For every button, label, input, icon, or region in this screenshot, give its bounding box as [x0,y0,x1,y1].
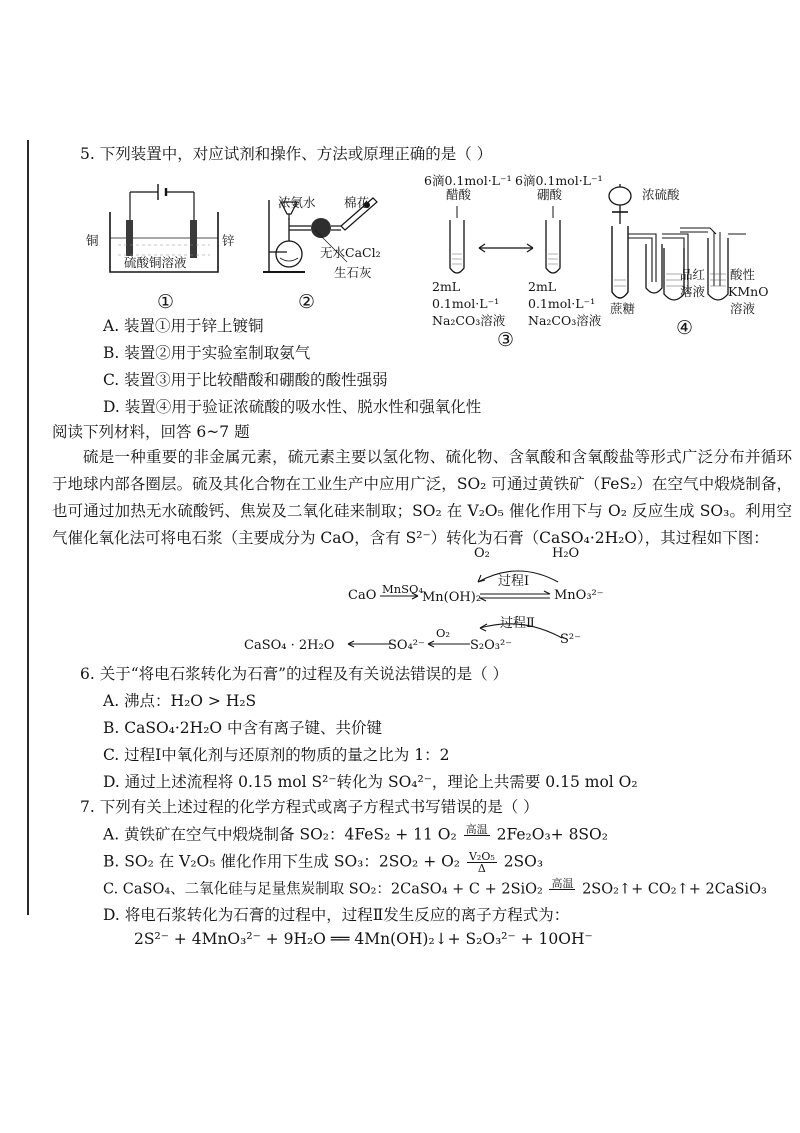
q6-option-c: C. 过程Ⅰ中氧化剂与还原剂的物质的量之比为 1：2 [103,746,450,764]
flow-o2-bottom: O₂ [436,626,451,640]
kmno-label: KMnO [728,284,769,299]
kmno-solution-label: 溶液 [730,301,756,316]
acidic-label: 酸性 [730,267,756,282]
flow-process-2: 过程Ⅱ [500,616,535,631]
flow-diagram-arrows [300,560,600,660]
apparatus-4-number: ④ [676,317,694,339]
flow-mnoh2: Mn(OH)₂ [422,590,482,605]
fuchsine-label: 品红 [680,267,706,282]
q7-a-text: A. 黄铁矿在空气中煅烧制备 SO₂：4FeS₂ + 11 O₂ [103,825,457,844]
q7-b-text: B. SO₂ 在 V₂O₅ 催化作用下生成 SO₃：2SO₂ + O₂ [103,852,461,871]
q5-option-a: A. 装置①用于锌上镀铜 [103,317,264,335]
reading-paragraph: 硫是一种重要的非金属元素，硫元素主要以氢化物、硫化物、含氧酸和含氧酸盐等形式广泛分布并循环于地球内部各圈层。硫及其化合物在工业生产中应用广泛，SO₂ 可通过黄铁矿（FeS₂）在空气中煅烧制备，也可通过加热无水硫酸钙、焦炭及二氧化硅来制取；SO₂ 在 V₂O₅ 催化作用下与 O₂ 反应生成 SO₃。利用空气催化氧化法可将电石浆（主要成分为 CaO，含有 S²⁻）转化为石膏（CaSO₄·2H₂O），其过程如下图： [52,448,792,547]
q7-option-b [103,851,543,874]
q7-stem: 7. 下列有关上述过程的化学方程式或离子方程式书写错误的是（ ） [80,798,539,816]
q5-option-b: B. 装置②用于实验室制取氨气 [103,344,311,362]
q7-option-d-equation: 2S²⁻ + 4MnO₃²⁻ + 9H₂O ══ 4Mn(OH)₂↓+ S₂O₃²⁻ + 10OH⁻ [134,930,593,948]
q7-option-a [103,824,608,847]
flow-s2: S²⁻ [560,632,581,647]
q7-a-cond-label: 高温 [465,823,488,836]
copper-sulfate-label: 硫酸铜溶液 [124,255,187,270]
cacl2-label: 无水CaCl₂ [320,245,381,260]
conc-right-label: 0.1mol·L⁻¹ [528,296,596,311]
ammonia-label: 浓氨水 [278,195,316,210]
flow-h2o-top: H₂O [552,546,580,561]
q5-option-d: D. 装置④用于验证浓硫酸的吸水性、脱水性和强氧化性 [103,398,482,416]
q7-c-products: 2SO₂↑+ CO₂↑+ 2CaSiO₃ [582,881,767,898]
quicklime-label: 生石灰 [334,265,372,280]
reading-title: 阅读下列材料，回答 6~7 题 [52,423,250,441]
q5-option-c: C. 装置③用于比较醋酸和硼酸的酸性强弱 [103,371,388,389]
sol-left-label: Na₂CO₃溶液 [432,313,506,328]
vol-right-label: 2mL [528,279,557,294]
apparatus-3-number: ③ [497,329,515,351]
q7-option-c [103,878,767,901]
q7-b-cond-bottom: Δ [477,862,486,875]
q7-a-products: 2Fe₂O₃+ 8SO₂ [496,825,608,844]
q6-option-b: B. CaSO₄·2H₂O 中含有离子键、共价键 [103,719,383,737]
cotton-label: 棉花 [344,195,370,210]
q6-option-d: D. 通过上述流程将 0.15 mol S²⁻转化为 SO₄²⁻，理论上共需要 0.15 mol O₂ [103,773,638,791]
copper-label: 铜 [86,233,99,248]
q7-a-condition [464,824,490,847]
drop-left-label: 6滴0.1mol·L⁻¹ [424,173,512,188]
flow-caso4: CaSO₄ · 2H₂O [244,638,335,653]
acetic-acid-label: 醋酸 [446,187,472,202]
q6-option-a: A. 沸点：H₂O > H₂S [103,692,257,710]
q7-option-d: D. 将电石浆转化为石膏的过程中，过程Ⅱ发生反应的离子方程式为： [103,906,570,924]
zinc-label: 锌 [222,233,235,248]
q6-stem: 6. 关于“将电石浆转化为石膏”的过程及有关说法错误的是（ ） [80,665,508,683]
q7-b-condition [467,851,497,874]
apparatus-1-number: ① [157,291,175,313]
boric-acid-label: 硼酸 [537,187,563,202]
margin-line [27,140,29,915]
flow-process-1: 过程Ⅰ [498,574,530,589]
flow-mno3: MnO₃²⁻ [554,588,604,603]
conc-left-label: 0.1mol·L⁻¹ [432,296,500,311]
vol-left-label: 2mL [432,279,461,294]
apparatus-2-number: ② [298,291,316,313]
q7-b-cond-top: V₂O₅ [468,850,495,863]
sol-right-label: Na₂CO₃溶液 [528,313,602,328]
q7-c-cond-label: 高温 [551,877,574,890]
q5-stem: 5. 下列装置中，对应试剂和操作、方法或原理正确的是（ ） [80,145,493,163]
flow-so4: SO₄²⁻ [388,638,425,653]
q7-b-products: 2SO₃ [503,852,544,871]
flow-o2-top: O₂ [474,546,490,561]
flow-mnso4: MnSO₄ [382,582,424,596]
conc-acid-label: 浓硫酸 [642,187,680,202]
drop-right-label: 6滴0.1mol·L⁻¹ [515,173,603,188]
q7-c-condition [549,878,575,901]
apparatus-3-drawing [445,204,575,280]
flow-cao: CaO [348,588,377,603]
sucrose-label: 蔗糖 [610,301,636,316]
q7-c-text: C. CaSO₄、二氧化硅与足量焦炭制取 SO₂：2CaSO₄ + C + 2SiO₂ [103,881,543,898]
fuchsine-solution-label: 溶液 [680,284,706,299]
flow-s2o3: S₂O₃²⁻ [470,638,513,653]
